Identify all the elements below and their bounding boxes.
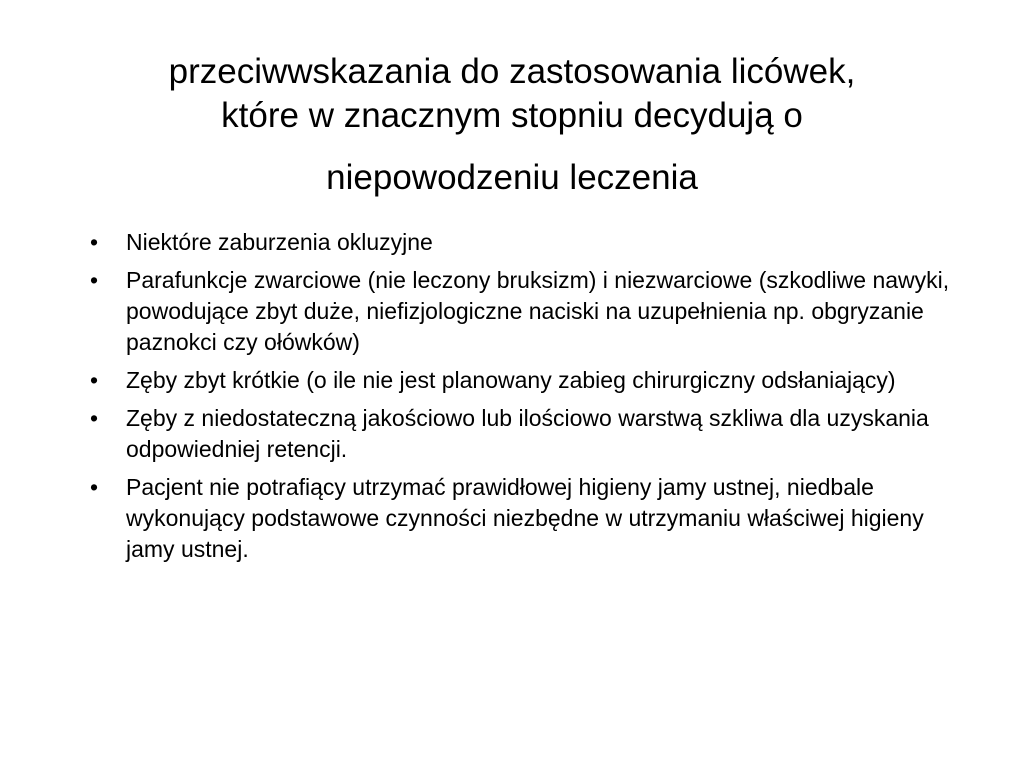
bullet-item-1 [90,227,970,258]
bullet-marker: • [90,367,99,393]
bullet-marker: • [90,229,99,255]
bullet-marker: • [90,474,99,500]
title-line-1: przeciwwskazania do zastosowania licówek, [168,52,856,91]
bullet-item-4 [90,403,970,465]
slide-title [60,50,964,199]
bullet-marker: • [90,267,99,293]
title-line-3: niepowodzeniu leczenia [326,157,698,197]
bullet-text-1: Niektóre zaburzenia okluzyjne [126,229,433,255]
title-line-2: które w znacznym stopniu decydują o [221,95,803,135]
bullet-marker: • [90,405,99,431]
bullet-item-2 [90,265,970,358]
bullet-item-3 [90,365,970,396]
bullet-text-5: Pacjent nie potrafiący utrzymać prawidłowej higieny jamy ustnej, niedbale wykonujący podstawowe czynności niezbędne w utrzymaniu właściwej higieny jamy ustnej. [126,474,924,562]
bullet-list [90,227,970,572]
bullet-item-5 [90,472,970,565]
bullet-text-2: Parafunkcje zwarciowe (nie leczony bruksizm) i niezwarciowe (szkodliwe nawyki, powodujące zbyt duże, niefizjologiczne naciski na uzupełnienia np. obgryzanie paznokci czy ołówków) [126,267,950,355]
bullet-text-4: Zęby z niedostateczną jakościowo lub ilościowo warstwą szkliwa dla uzyskania odpowiedniej retencji. [126,405,929,462]
bullet-text-3: Zęby zbyt krótkie (o ile nie jest planowany zabieg chirurgiczny odsłaniający) [126,367,896,393]
